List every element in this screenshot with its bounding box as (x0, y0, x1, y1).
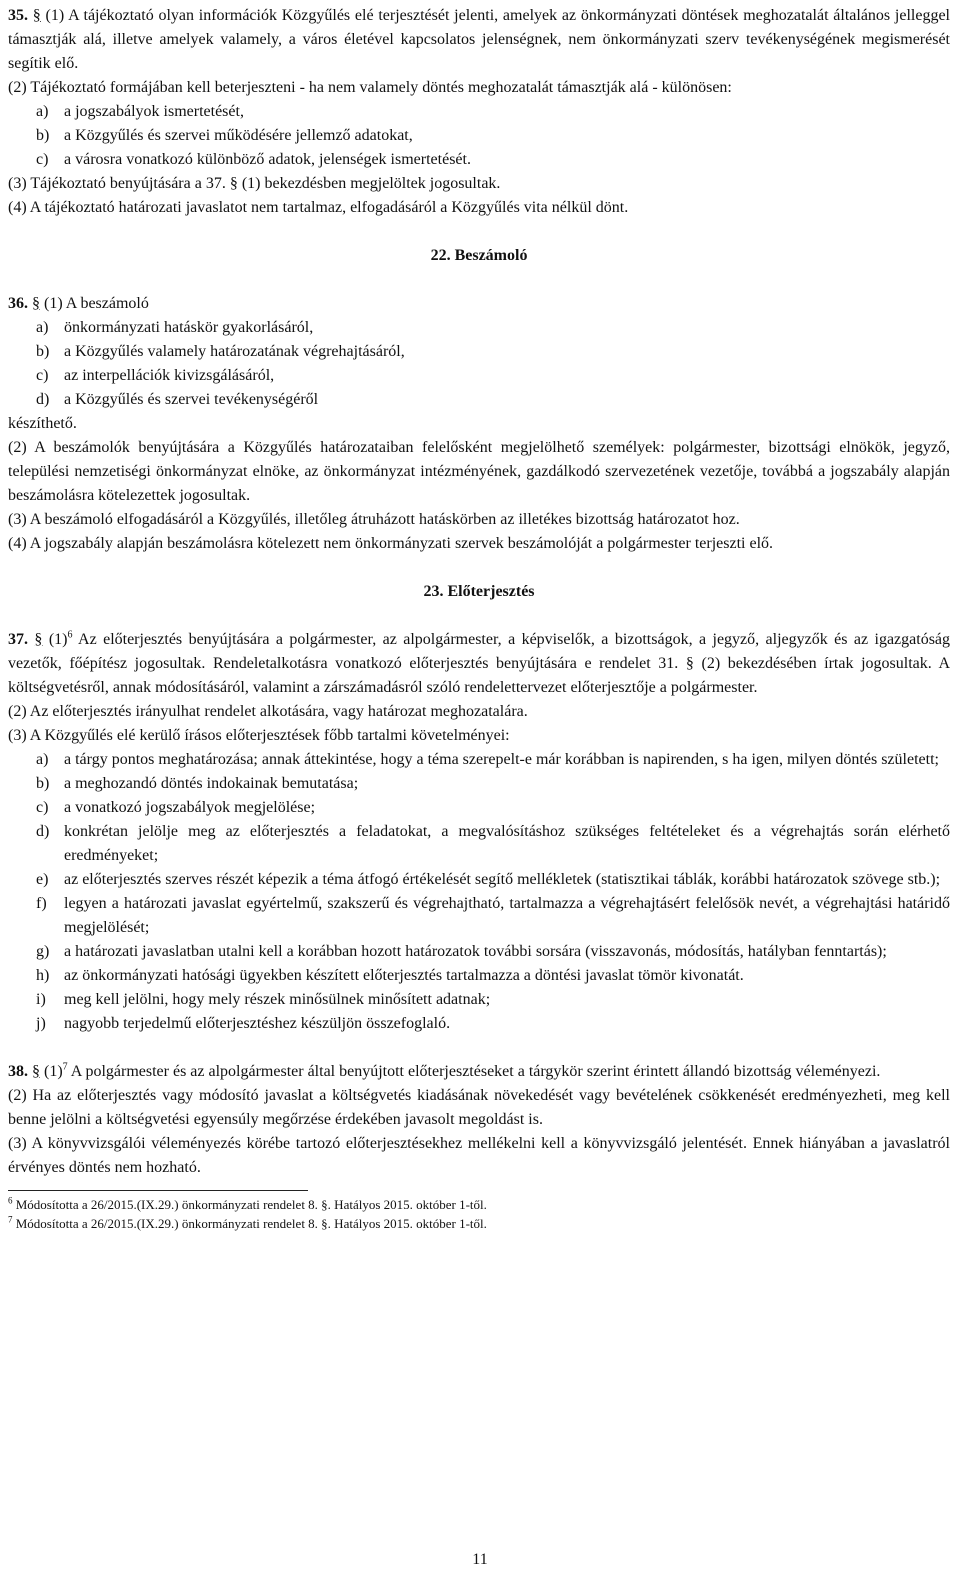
list-item (36, 1012, 950, 1036)
list-item-label: b) (36, 127, 50, 144)
list-item-label: c) (36, 367, 49, 384)
footnote-text: Módosította a 26/2015.(IX.29.) önkormányzati rendelet 8. §. Hatályos 2015. október 1-től. (12, 1216, 487, 1231)
section-36-para-2: (2) A beszámolók benyújtására a Közgyűlés határozataiban felelősként megjelölhető személyek: polgármester, bizottsági elnökök, jegyző, települési nemzetiségi önkormányzat elnöke, az önkormányzat intézményének, gazdálkodó szervezetének vezetője, továbbá a jogszabály alapján beszámolásra kötelezettek jogosultak. (8, 439, 950, 504)
list-item-text: a Közgyűlés és szervei tevékenységéről (64, 391, 319, 408)
section-37-lead: (1) (48, 631, 68, 648)
list-item-label: f) (36, 895, 47, 912)
list-item-label: d) (36, 823, 50, 840)
section-37-sign: § (34, 631, 43, 648)
footnote-ref-7[interactable]: 7 (62, 1061, 68, 1073)
chapter-heading-22: 22. Beszámoló (430, 247, 528, 264)
section-37-number: 37. (8, 631, 28, 648)
list-item (36, 892, 950, 940)
list-item-text: önkormányzati hatáskör gyakorlásáról, (64, 319, 314, 336)
section-38-sign: § (32, 1063, 40, 1080)
footnote-ref-6[interactable]: 6 (67, 629, 73, 641)
section-37-para-1 (8, 628, 950, 700)
list-item (36, 148, 950, 172)
footnote-number: 6 (8, 1195, 13, 1206)
list-item-label: b) (36, 775, 50, 792)
list-item-label: d) (36, 391, 50, 408)
footnote-6 (8, 1195, 950, 1214)
list-item-text: a tárgy pontos meghatározása; annak áttekintése, hogy a téma szerepelt-e már korábban is napirenden, s ha igen, milyen döntés született; (64, 751, 939, 768)
list-item (36, 316, 950, 340)
list-item (36, 124, 950, 148)
section-36-intro (8, 292, 950, 316)
list-item-text: a jogszabályok ismertetését, (64, 103, 244, 120)
section-38-para-1-text: A polgármester és az alpolgármester által benyújtott előterjesztéseket a tárgykör szerint érintett állandó bizottság véleményezi. (67, 1063, 881, 1080)
list-item (36, 964, 950, 988)
section-37-para-1-text: Az előterjesztés benyújtására a polgármester, az alpolgármester, a képviselők, a bizottságok, a jegyző, aljegyzők és az igazgatóság vezetők, főépítész jogosultak. Rendeletalkotásra vonatkozó előterjesztés benyújtására e rendelet 31. § (2) bekezdésében írtak jogosultak. A költségvetésről, annak módosításáról, valamint a zárszámadásról szóló rendelettervezet előterjesztője a polgármester. (8, 631, 951, 696)
list-item-text: az önkormányzati hatósági ügyekben készített előterjesztés tartalmazza a döntési javaslat tömör kivonatát. (64, 967, 744, 984)
list-item-text: a vonatkozó jogszabályok megjelölése; (64, 799, 316, 816)
list-item (36, 868, 950, 892)
footnote-text: Módosította a 26/2015.(IX.29.) önkormányzati rendelet 8. §. Hatályos 2015. október 1-től. (12, 1197, 487, 1212)
list-item (36, 820, 950, 868)
list-item-label: a) (36, 103, 49, 120)
section-37-para-2: (2) Az előterjesztés irányulhat rendelet alkotására, vagy határozat meghozatalára. (8, 703, 528, 720)
list-item (36, 940, 950, 964)
list-item-label: b) (36, 343, 50, 360)
list-item-label: e) (36, 871, 49, 888)
section-36-para-4: (4) A jogszabály alapján beszámolásra kötelezett nem önkormányzati szervek beszámolóját a polgármester terjeszti elő. (8, 535, 774, 552)
list-item-text: a meghozandó döntés indokainak bemutatása; (64, 775, 359, 792)
section-36-para-3: (3) A beszámoló elfogadásáról a Közgyűlés, illetőleg átruházott hatáskörben az illetékes bizottság határozatot hoz. (8, 511, 740, 528)
footnote-7 (8, 1214, 950, 1233)
list-item-label: c) (36, 799, 49, 816)
section-38-para-1 (8, 1060, 950, 1084)
list-item-text: a határozati javaslatban utalni kell a korábban hozott határozatok további sorsára (visszavonás, módosítás, hatályban fenntartás); (64, 943, 887, 960)
section-35-para-3: (3) Tájékoztató benyújtására a 37. § (1) bekezdésben megjelöltek jogosultak. (8, 175, 501, 192)
section-38-para-2: (2) Ha az előterjesztés vagy módosító javaslat a költségvetés kiadásának növekedését vagy bevételének csökkenését eredményezheti, meg kell benne jelölni a költségvetési egyensúly megőrzése érdekében javasolt megoldást is. (8, 1087, 950, 1128)
list-item-text: meg kell jelölni, hogy mely részek minősülnek minősített adatnak; (64, 991, 491, 1008)
list-item-text: az előterjesztés szerves részét képezik a téma átfogó értékelését segítő mellékletek (statisztikai táblák, korábbi határozatok szövege stb.); (64, 871, 941, 888)
list-item-label: g) (36, 943, 50, 960)
section-36-intro-text: (1) A beszámoló (44, 295, 149, 312)
list-item-text: a Közgyűlés és szervei működésére jellemző adatokat, (64, 127, 413, 144)
list-item-label: a) (36, 319, 49, 336)
list-item-label: j) (36, 1015, 46, 1032)
footnote-divider (8, 1190, 308, 1191)
list-item (36, 364, 950, 388)
list-item-text: a Közgyűlés valamely határozatának végrehajtásáról, (64, 343, 405, 360)
list-item (36, 772, 950, 796)
section-35-sign: § (32, 7, 41, 24)
list-item (36, 388, 950, 412)
section-35-para-1-text: (1) A tájékoztató olyan információk Közgyűlés elé terjesztését jelenti, amelyek az önkormányzati döntések meghozatalát általános jelleggel támasztják alá, illetve amelyek valamely, a város életével kapcsolatos jelenségnek, nem önkormányzati szerv tevékenységének megismerését segítik elő. (8, 7, 950, 72)
section-37-para-3: (3) A Közgyűlés elé kerülő írásos előterjesztések főbb tartalmi követelményei: (8, 727, 510, 744)
section-35-para-2: (2) Tájékoztató formájában kell beterjeszteni - ha nem valamely döntés meghozatalát támasztják alá - különösen: (8, 79, 732, 96)
list-item (36, 340, 950, 364)
list-item (36, 796, 950, 820)
list-item-text: a városra vonatkozó különböző adatok, jelenségek ismertetését. (64, 151, 471, 168)
list-item-text: legyen a határozati javaslat egyértelmű, szakszerű és végrehajtható, tartalmazza a végrehajtásért felelősök nevét, a végrehajtási határidő megjelölését; (64, 895, 950, 936)
page-number: 11 (472, 1551, 488, 1568)
list-item-text: konkrétan jelölje meg az előterjesztés a feladatokat, a megvalósításhoz szükséges feltételeket és a végrehajtás során elérhető eredményeket; (64, 823, 950, 864)
list-item (36, 748, 950, 772)
section-36-number: 36. (8, 295, 28, 312)
section-38-para-3: (3) A könyvvizsgálói véleményezés körébe tartozó előterjesztésekhez mellékelni kell a könyvvizsgáló jelentését. Ennek hiányában a javaslatról érvényes döntés nem hozható. (8, 1135, 950, 1176)
list-item-label: h) (36, 967, 50, 984)
section-38-number: 38. (8, 1063, 28, 1080)
list-item (36, 100, 950, 124)
list-item-label: c) (36, 151, 49, 168)
section-35-number: 35. (8, 7, 28, 24)
footnote-number: 7 (8, 1214, 13, 1225)
section-35-para-1 (8, 4, 950, 76)
section-35-para-4: (4) A tájékoztató határozati javaslatot nem tartalmaz, elfogadásáról a Közgyűlés vita nélkül dönt. (8, 199, 629, 216)
list-item-label: i) (36, 991, 46, 1008)
list-item-text: az interpellációk kivizsgálásáról, (64, 367, 275, 384)
section-36-tail: készíthető. (8, 415, 77, 432)
section-38-lead: (1) (44, 1063, 63, 1080)
list-item-text: nagyobb terjedelmű előterjesztéshez készüljön összefoglaló. (64, 1015, 451, 1032)
list-item-label: a) (36, 751, 49, 768)
list-item (36, 988, 950, 1012)
section-36-sign: § (32, 295, 40, 312)
chapter-heading-23: 23. Előterjesztés (423, 583, 535, 600)
